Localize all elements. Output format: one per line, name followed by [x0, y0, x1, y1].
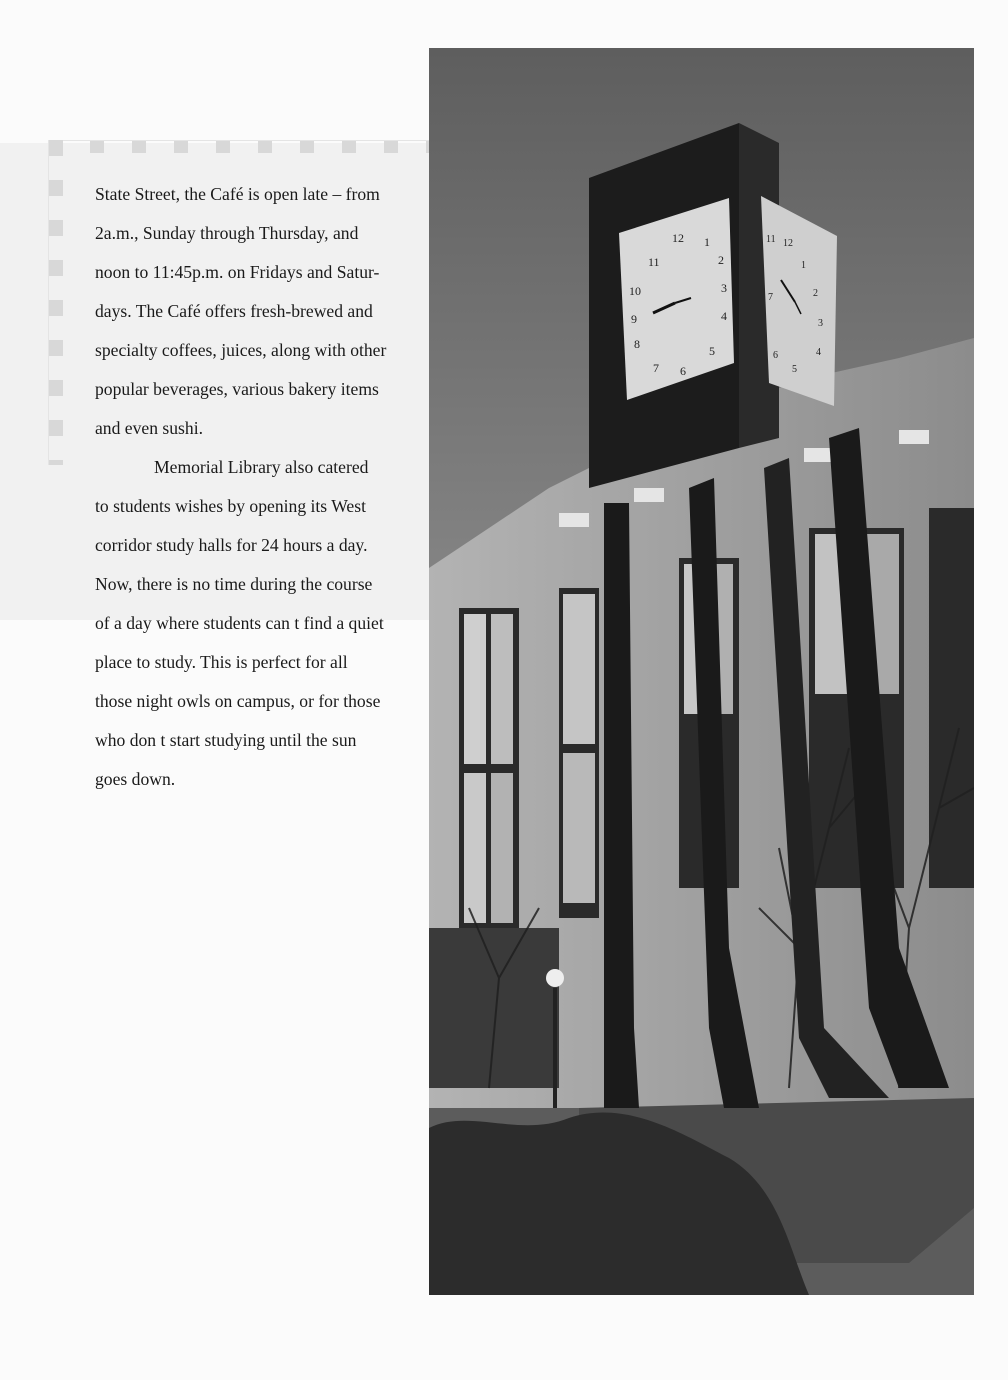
clock-numeral: 5 [709, 344, 715, 358]
clock-numeral: 4 [816, 347, 821, 358]
decorative-dashed-frame-top [48, 140, 430, 153]
text-line: of a day where students can t find a quiet [95, 613, 384, 633]
text-line: Now, there is no time during the course [95, 574, 373, 594]
text-line: place to study. This is perfect for all [95, 652, 348, 672]
text-line: noon to 11:45p.m. on Fridays and Satur- [95, 262, 380, 282]
clock-numeral: 8 [634, 337, 640, 351]
clock-numeral: 4 [721, 309, 727, 323]
clock-numeral: 3 [721, 281, 727, 295]
clock-numeral: 6 [773, 350, 778, 361]
clock-numeral: 7 [768, 292, 773, 303]
text-line: goes down. [95, 769, 176, 789]
text-line: those night owls on campus, or for those [95, 691, 381, 711]
clock-numeral: 2 [718, 253, 724, 267]
decorative-dashed-frame-left [48, 140, 63, 465]
clock-numeral: 12 [783, 238, 793, 249]
text-line: and even sushi. [95, 418, 203, 438]
clock-numeral: 11 [766, 234, 776, 245]
clock-numeral: 2 [813, 288, 818, 299]
text-line: State Street, the Café is open late – from [95, 184, 380, 204]
clock-numeral: 9 [631, 312, 637, 326]
text-line: Memorial Library also catered [154, 457, 369, 477]
text-line: popular beverages, various bakery items [95, 379, 379, 399]
clock-numeral: 5 [792, 364, 797, 375]
clock-numeral: 3 [818, 318, 823, 329]
clock-numeral: 6 [680, 364, 686, 378]
paragraph-2 [95, 448, 425, 799]
clock-tower-photo [429, 48, 974, 1295]
text-line: corridor study halls for 24 hours a day. [95, 535, 368, 555]
text-line: days. The Café offers fresh-brewed and [95, 301, 373, 321]
text-line: specialty coffees, juices, along with other [95, 340, 387, 360]
text-line: who don t start studying until the sun [95, 730, 357, 750]
text-line: to students wishes by opening its West [95, 496, 366, 516]
clock-numeral: 12 [672, 231, 684, 245]
article-text-column [95, 175, 425, 799]
clock-numeral: 1 [704, 235, 710, 249]
paragraph-1 [95, 175, 425, 448]
clock-numeral: 10 [629, 284, 641, 298]
text-line: 2a.m., Sunday through Thursday, and [95, 223, 359, 243]
clock-numeral: 1 [801, 260, 806, 271]
clock-numeral: 7 [653, 361, 659, 375]
clock-numeral: 11 [648, 255, 660, 269]
clock-tower-illustration [429, 48, 974, 1295]
